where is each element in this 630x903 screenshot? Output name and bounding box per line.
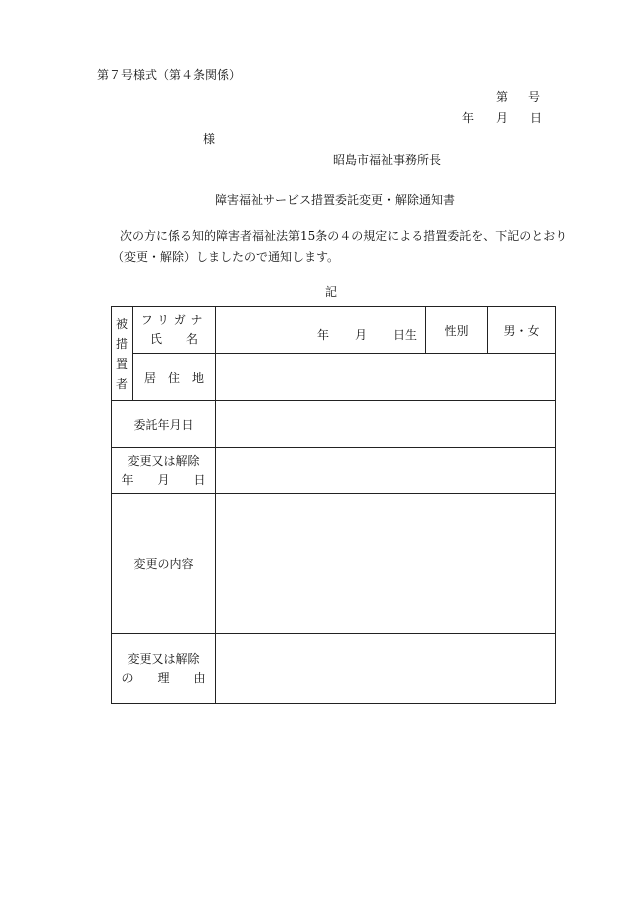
date-day-label: 日 (530, 111, 543, 125)
addressee-suffix: 様 (203, 132, 216, 146)
birth-date-cell[interactable] (216, 307, 426, 354)
document-title: 障害福祉サービス措置委託変更・解除通知書 (215, 193, 456, 207)
number-label-prefix: 第 (496, 90, 509, 104)
change-date-field[interactable] (216, 448, 556, 494)
name-label: 氏 名 (149, 332, 198, 346)
reason-field[interactable] (216, 634, 556, 704)
body-text-line-1: 次の方に係る知的障害者福祉法第15条の４の規定による措置委託を、下記のとおり (120, 229, 568, 243)
notice-table (111, 306, 556, 704)
document-number (496, 88, 540, 105)
commission-date-label: 委託年月日 (112, 401, 216, 448)
change-date-label-line-2: 年 月 日 (121, 472, 206, 487)
change-date-row (112, 448, 556, 494)
date-year-label: 年 (462, 111, 475, 125)
reason-label (112, 634, 216, 704)
change-content-label: 変更の内容 (112, 494, 216, 634)
number-label-suffix: 号 (528, 90, 541, 104)
form-number: 第７号様式（第４条関係） (97, 68, 242, 82)
birth-month-label: 月 (354, 328, 367, 342)
reason-row (112, 634, 556, 704)
recipient-group-label: 被 措 置 者 (112, 307, 133, 401)
body-text-line-2: （変更・解除）しましたので通知します。 (112, 250, 340, 264)
issuer: 昭島市福祉事務所長 (333, 153, 442, 167)
reason-label-line-2: の 理 由 (121, 670, 206, 685)
name-label-cell (133, 307, 216, 354)
sex-label: 性別 (426, 307, 488, 354)
address-field[interactable] (216, 354, 556, 401)
address-label: 居 住 地 (133, 354, 216, 401)
change-content-row (112, 494, 556, 634)
commission-date-field[interactable] (216, 401, 556, 448)
address-row (112, 354, 556, 401)
birth-day-label: 日生 (392, 328, 417, 342)
commission-date-row (112, 401, 556, 448)
birth-year-label: 年 (316, 328, 329, 342)
change-date-label-line-1: 変更又は解除 (127, 453, 200, 468)
document-date (462, 109, 542, 126)
date-month-label: 月 (496, 111, 509, 125)
name-row (112, 307, 556, 354)
change-content-field[interactable] (216, 494, 556, 634)
change-date-label (112, 448, 216, 494)
ki-label: 記 (325, 285, 338, 299)
sex-options[interactable]: 男・女 (488, 307, 556, 354)
furigana-label: フリガナ (140, 313, 208, 327)
reason-label-line-1: 変更又は解除 (127, 651, 200, 666)
